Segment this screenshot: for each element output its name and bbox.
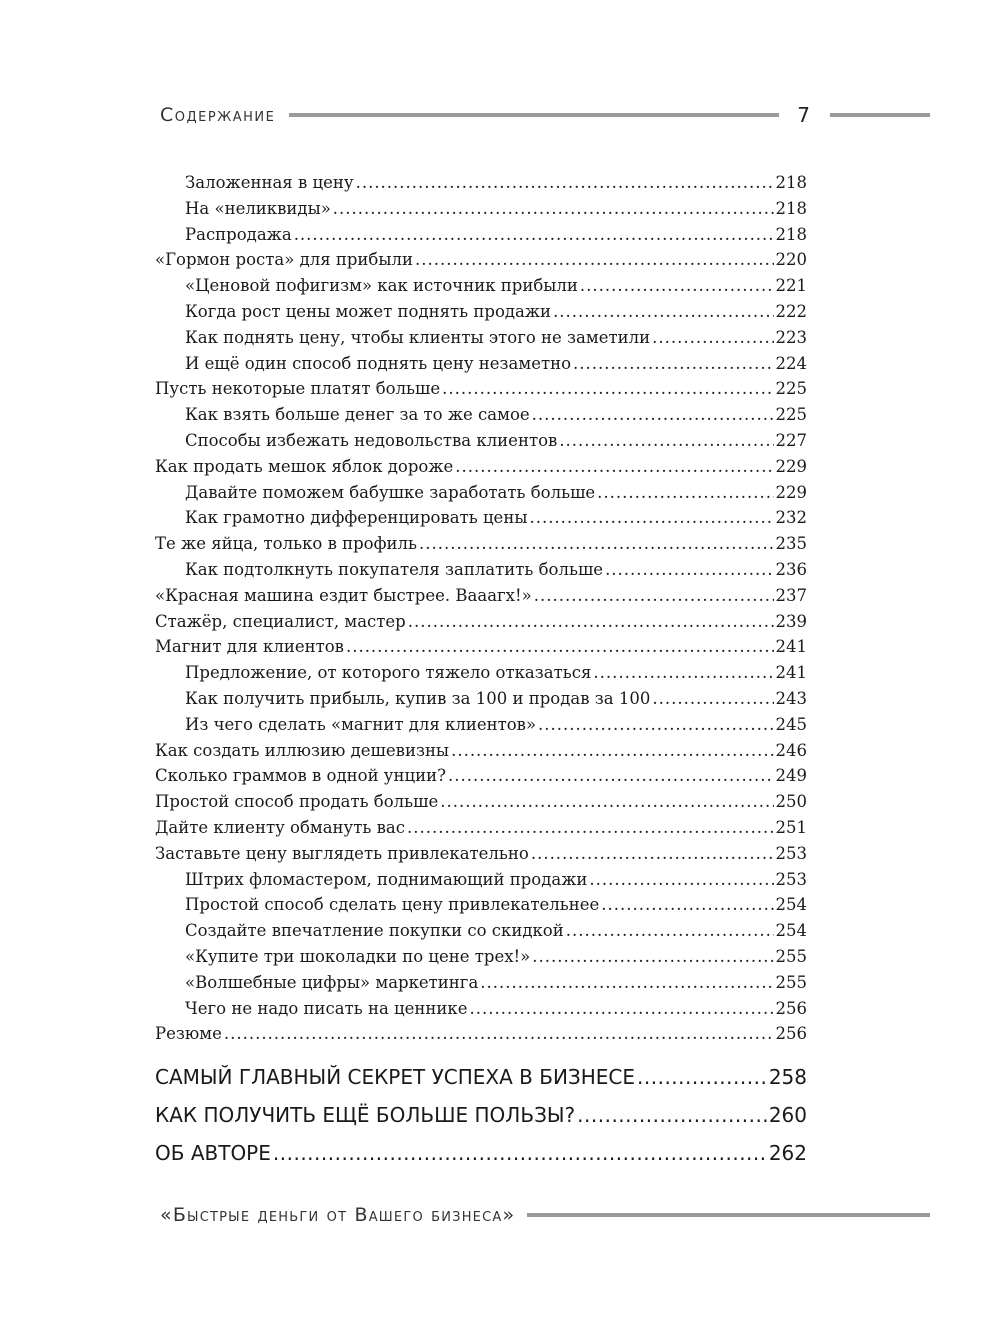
toc-entry-title: Те же яйца, только в профиль [155, 534, 417, 554]
leader-dots [532, 402, 774, 428]
leader-dots [601, 892, 773, 918]
major-entry-title: ОБ АВТОРЕ [155, 1141, 271, 1165]
leader-dots [294, 222, 774, 248]
major-entry[interactable] [155, 1096, 807, 1134]
toc-entry[interactable] [155, 686, 807, 712]
toc-entry-page: 221 [775, 276, 807, 296]
toc-entry-page: 241 [775, 663, 807, 683]
toc-entry-title: Заставьте цену выглядеть привлекательно [155, 843, 529, 863]
toc-entry[interactable] [155, 531, 807, 557]
toc-entry-page: 225 [775, 405, 807, 425]
toc-entry[interactable] [155, 402, 807, 428]
toc-entry-title: Из чего сделать «магнит для клиентов» [185, 714, 537, 734]
toc-entry-title: Стажёр, специалист, мастер [155, 611, 406, 631]
leader-dots [415, 247, 774, 273]
toc-entry[interactable] [155, 918, 807, 944]
leader-dots [553, 299, 773, 325]
toc-entry-title: «Волшебные цифры» маркетинга [185, 972, 479, 992]
leader-dots [440, 789, 773, 815]
leader-dots [637, 1058, 767, 1096]
toc-entry-page: 243 [775, 688, 807, 708]
toc-entry-title: Резюме [155, 1024, 222, 1044]
toc-entry[interactable] [155, 763, 807, 789]
toc-entry[interactable] [155, 222, 807, 248]
leader-dots [593, 660, 773, 686]
footer-rule [527, 1213, 930, 1217]
toc-entry[interactable] [155, 299, 807, 325]
toc-entry-title: Заложенная в цену [185, 173, 354, 192]
toc-entry[interactable] [155, 376, 807, 402]
toc-entry[interactable] [155, 789, 807, 815]
leader-dots [605, 557, 773, 583]
toc-entry-title: Создайте впечатление покупки со скидкой [185, 921, 564, 941]
toc-entry[interactable] [155, 557, 807, 583]
toc-entry[interactable] [155, 712, 807, 738]
toc-entry-page: 218 [775, 173, 807, 192]
leader-dots [532, 944, 773, 970]
toc-entry-title: Дайте клиенту обмануть вас [155, 817, 405, 837]
toc-entry-page: 223 [775, 327, 807, 347]
toc-entry-page: 220 [775, 250, 807, 270]
toc-entry-title: Способы избежать недовольства клиентов [185, 430, 558, 450]
leader-dots [273, 1134, 767, 1172]
leader-dots [448, 763, 774, 789]
toc-entry-title: Предложение, от которого тяжело отказаться [185, 663, 592, 683]
toc-entry-title: Как подтолкнуть покупателя заплатить больше [185, 559, 604, 579]
toc-entry-title: Чего не надо писать на ценнике [185, 998, 468, 1018]
toc-entry[interactable] [155, 325, 807, 351]
leader-dots [407, 815, 774, 841]
toc-entry[interactable] [155, 1021, 807, 1047]
page-header [160, 100, 930, 130]
toc-entry-title: «Купите три шоколадки по цене трех!» [185, 946, 531, 966]
toc-entry-page: 254 [775, 921, 807, 941]
major-entry-title: САМЫЙ ГЛАВНЫЙ СЕКРЕТ УСПЕХА В БИЗНЕСЕ [155, 1065, 636, 1089]
toc-entry-title: Давайте поможем бабушке заработать больше [185, 482, 596, 502]
toc-entry[interactable] [155, 815, 807, 841]
leader-dots [534, 583, 774, 609]
toc-entry-page: 246 [775, 740, 807, 760]
leader-dots [531, 841, 774, 867]
toc-entry[interactable] [155, 660, 807, 686]
header-rule [289, 113, 779, 117]
leader-dots [451, 738, 773, 764]
toc-entry-page: 235 [775, 534, 807, 554]
toc-entry-page: 253 [775, 869, 807, 889]
leader-dots [529, 505, 773, 531]
leader-dots [469, 996, 773, 1022]
toc-entry[interactable] [155, 996, 807, 1022]
toc-entry-page: 255 [775, 946, 807, 966]
toc-entry[interactable] [155, 970, 807, 996]
leader-dots [577, 1096, 767, 1134]
major-entry-title: КАК ПОЛУЧИТЬ ЕЩЁ БОЛЬШЕ ПОЛЬЗЫ? [155, 1103, 576, 1127]
leader-dots [652, 686, 773, 712]
toc-entry-page: 237 [775, 585, 807, 605]
toc-entry-page: 253 [775, 843, 807, 863]
toc-entry[interactable] [155, 583, 807, 609]
leader-dots [224, 1021, 774, 1047]
toc-entry-page: 225 [775, 379, 807, 399]
toc-entry[interactable] [155, 867, 807, 893]
toc-entry-title: «Ценовой пофигизм» как источник прибыли [185, 276, 578, 296]
toc-entry[interactable] [155, 480, 807, 506]
toc-entry-page: 224 [775, 353, 807, 373]
major-sections [155, 1058, 807, 1172]
toc-entry-title: Как поднять цену, чтобы клиенты этого не заметили [185, 327, 651, 347]
toc-entry-page: 251 [775, 817, 807, 837]
book-title: «Быстрые деньги от Вашего бизнеса» [160, 1204, 516, 1226]
header-rule-right [830, 113, 930, 117]
leader-dots [559, 428, 773, 454]
toc-entry-title: Когда рост цены может поднять продажи [185, 301, 552, 321]
toc-entry[interactable] [155, 351, 807, 377]
toc-entry-title: Как получить прибыль, купив за 100 и продав за 100 [185, 688, 651, 708]
major-entry[interactable] [155, 1058, 807, 1096]
toc-entry[interactable] [155, 428, 807, 454]
toc-entry-title: Пусть некоторые платят больше [155, 379, 441, 399]
toc-entry-page: 229 [775, 456, 807, 476]
page-number: 7 [797, 103, 810, 127]
leader-dots [652, 325, 773, 351]
leader-dots [573, 351, 773, 377]
toc-entry-page: 218 [775, 198, 807, 218]
toc-entry[interactable] [155, 609, 807, 635]
toc-entry-title: Как взять больше денег за то же самое [185, 405, 530, 425]
toc-entry[interactable] [155, 892, 807, 918]
toc-entry-page: 254 [775, 895, 807, 915]
leader-dots [580, 273, 774, 299]
toc-entry-title: Распродажа [185, 224, 292, 244]
toc-entry-title: «Гормон роста» для прибыли [155, 250, 413, 270]
toc-entry[interactable] [155, 196, 807, 222]
toc-entry-title: Простой способ продать больше [155, 792, 439, 812]
toc-entry-page: 249 [775, 766, 807, 786]
leader-dots [333, 196, 774, 222]
major-entry-page: 260 [768, 1103, 807, 1127]
toc-entry-page: 232 [775, 508, 807, 528]
leader-dots [589, 867, 773, 893]
toc-entry-title: Магнит для клиентов [155, 637, 344, 657]
toc-entry[interactable] [155, 505, 807, 531]
toc-entry-page: 218 [775, 224, 807, 244]
toc-entry[interactable] [155, 841, 807, 867]
toc-entry[interactable] [155, 247, 807, 273]
toc-entry[interactable] [155, 738, 807, 764]
running-head-title: Содержание [160, 104, 276, 126]
toc-entry-title: Как продать мешок яблок дороже [155, 456, 454, 476]
toc-entry-page: 239 [775, 611, 807, 631]
toc-entry-page: 241 [775, 637, 807, 657]
toc-entry-title: «Красная машина ездит быстрее. Вааагх!» [155, 585, 532, 605]
leader-dots [408, 609, 774, 635]
toc-entry[interactable] [155, 454, 807, 480]
toc-entry-title: Сколько граммов в одной унции? [155, 766, 446, 786]
toc-entry[interactable] [155, 273, 807, 299]
toc-entry-title: Как грамотно дифференцировать цены [185, 508, 528, 528]
leader-dots [597, 480, 773, 506]
leader-dots [455, 454, 773, 480]
toc-entry-page: 256 [775, 1024, 807, 1044]
toc-entry[interactable] [155, 170, 807, 196]
toc-entry-title: Простой способ сделать цену привлекательнее [185, 895, 600, 915]
toc-entry-page: 255 [775, 972, 807, 992]
toc-entry[interactable] [155, 634, 807, 660]
leader-dots [538, 712, 773, 738]
toc-entry-page: 256 [775, 998, 807, 1018]
toc-entry-page: 229 [775, 482, 807, 502]
toc-entry-title: Штрих фломастером, поднимающий продажи [185, 869, 588, 889]
toc-entry-title: И ещё один способ поднять цену незаметно [185, 353, 572, 373]
toc-entry-page: 236 [775, 559, 807, 579]
major-entry-page: 262 [768, 1141, 807, 1165]
leader-dots [480, 970, 773, 996]
table-of-contents [155, 170, 807, 1047]
leader-dots [346, 634, 774, 660]
toc-entry[interactable] [155, 944, 807, 970]
leader-dots [356, 170, 774, 196]
toc-entry-title: На «неликвиды» [185, 198, 331, 218]
major-entry-page: 258 [768, 1065, 807, 1089]
toc-entry-page: 222 [775, 301, 807, 321]
toc-entry-title: Как создать иллюзию дешевизны [155, 740, 450, 760]
toc-entry-page: 245 [775, 714, 807, 734]
toc-entry-page: 250 [775, 792, 807, 812]
leader-dots [419, 531, 774, 557]
toc-entry-page: 227 [775, 430, 807, 450]
leader-dots [566, 918, 774, 944]
page-footer [160, 1200, 930, 1230]
leader-dots [442, 376, 773, 402]
major-entry[interactable] [155, 1134, 807, 1172]
